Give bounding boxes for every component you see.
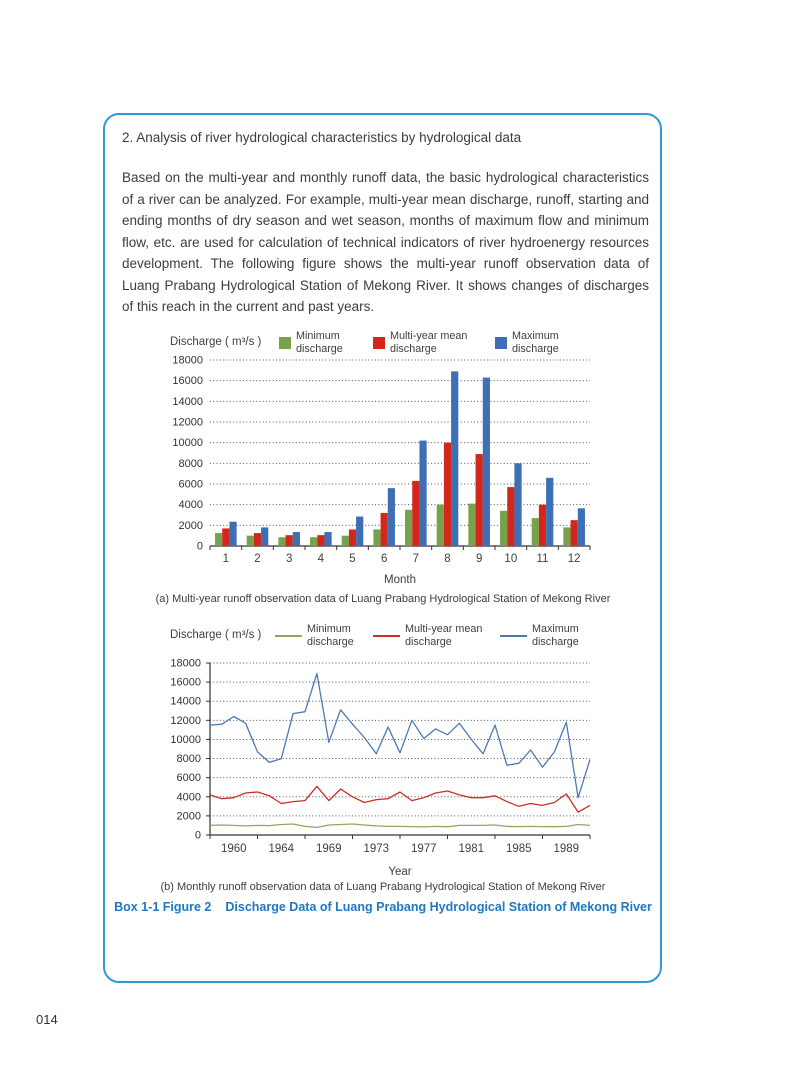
svg-text:1981: 1981: [458, 843, 485, 855]
figure-caption-title: Discharge Data of Luang Prabang Hydrological Station of Mekong River: [225, 900, 652, 914]
bar: [373, 529, 380, 546]
svg-text:10000: 10000: [172, 437, 203, 450]
bar: [578, 508, 585, 546]
svg-text:1964: 1964: [268, 843, 295, 855]
svg-text:4: 4: [317, 553, 325, 565]
svg-text:3: 3: [285, 553, 293, 565]
discharge-unit-label-b: Discharge ( m³/s ): [170, 629, 262, 641]
svg-text:4000: 4000: [178, 499, 203, 512]
bar: [476, 454, 483, 546]
svg-text:10000: 10000: [170, 733, 201, 746]
svg-text:0: 0: [194, 829, 201, 842]
svg-text:8000: 8000: [178, 457, 203, 470]
line-gridlines: [210, 663, 590, 816]
bar: [261, 527, 268, 546]
bar: [412, 481, 419, 546]
svg-text:Year: Year: [388, 866, 412, 878]
legend-label-maximum: Maximum discharge: [512, 330, 559, 355]
svg-text:1973: 1973: [363, 843, 390, 855]
bar: [451, 371, 458, 546]
svg-text:1: 1: [222, 553, 230, 565]
svg-text:14000: 14000: [172, 395, 203, 408]
svg-text:8000: 8000: [176, 753, 201, 766]
svg-text:12: 12: [567, 553, 581, 565]
series-line-minimum-discharge: [210, 824, 590, 827]
svg-text:1969: 1969: [315, 843, 342, 855]
svg-text:6: 6: [380, 553, 388, 565]
series-line-maximum-discharge: [210, 674, 590, 798]
legend-label-minimum-line: Minimum discharge: [307, 623, 354, 648]
bar: [222, 528, 229, 546]
svg-text:1977: 1977: [410, 843, 437, 855]
bar: [342, 536, 349, 546]
bar: [563, 527, 570, 546]
svg-text:Month: Month: [384, 574, 416, 586]
bar: [405, 510, 412, 546]
svg-text:2000: 2000: [176, 810, 201, 823]
svg-text:6000: 6000: [176, 772, 201, 785]
bar: [293, 532, 300, 546]
svg-text:16000: 16000: [172, 375, 203, 388]
bar: [254, 533, 261, 546]
svg-text:10: 10: [504, 553, 518, 565]
line-chart-legend: [160, 623, 612, 649]
bar: [229, 522, 236, 546]
legend-label-mean: Multi-year mean discharge: [390, 330, 468, 355]
figure-caption-prefix: Box 1-1 Figure 2: [114, 900, 212, 914]
bar: [278, 537, 285, 546]
svg-text:4000: 4000: [176, 791, 201, 804]
bar-chart-block: [160, 330, 612, 586]
bar: [247, 536, 254, 546]
bar: [349, 529, 356, 546]
bar-gridlines: [210, 360, 590, 525]
svg-text:6000: 6000: [178, 478, 203, 491]
legend-item-maximum-line: [500, 623, 579, 648]
svg-text:9: 9: [475, 553, 483, 565]
legend-label-mean-line: Multi-year mean discharge: [405, 623, 483, 648]
series-line-multi-year-mean-discharge: [210, 786, 590, 812]
legend-label-minimum: Minimum discharge: [296, 330, 343, 355]
bar: [356, 517, 363, 546]
minimum-discharge-swatch-icon: [279, 337, 291, 349]
legend-label-maximum-line: Maximum discharge: [532, 623, 579, 648]
bar: [444, 443, 451, 546]
discharge-unit-label: Discharge ( m³/s ): [170, 336, 262, 348]
bar: [419, 441, 426, 546]
svg-text:7: 7: [412, 553, 420, 565]
svg-text:1960: 1960: [220, 843, 247, 855]
bar-chart-svg: [160, 352, 612, 588]
bar: [514, 463, 521, 546]
bar: [388, 488, 395, 546]
bar: [286, 535, 293, 546]
bar: [500, 511, 507, 546]
bar: [324, 532, 331, 546]
section-heading: 2. Analysis of river hydrological characteristics by hydrological data: [122, 130, 522, 145]
mean-discharge-swatch-icon: [373, 337, 385, 349]
page-number: 014: [36, 1012, 58, 1027]
legend-item-mean-line: [373, 623, 482, 648]
maximum-discharge-swatch-icon: [495, 337, 507, 349]
bar: [437, 505, 444, 546]
bar: [310, 537, 317, 546]
svg-text:12000: 12000: [172, 416, 203, 429]
line-chart-block: [160, 623, 612, 878]
caption-b: (b) Monthly runoff observation data of Luang Prabang Hydrological Station of Mekong River: [160, 881, 606, 893]
body-paragraph: Based on the multi-year and monthly runoff data, the basic hydrological characteristics of a river can be analyzed. For example, multi-year mean discharge, runoff, starting and ending months of dry season and wet season, months of maximum flow and minimum flow, etc. are used for calculation of technical indicators of river hydroenergy resources development. The following figure shows the multi-year runoff observation data of Luang Prabang Hydrological Station of Mekong River. It shows changes of discharges of this reach in the current and past years.: [122, 170, 649, 314]
svg-text:5: 5: [349, 553, 356, 565]
bar: [571, 520, 578, 546]
bar: [215, 533, 222, 546]
svg-text:1985: 1985: [505, 843, 532, 855]
svg-text:12000: 12000: [170, 714, 201, 727]
caption-a: (a) Multi-year runoff observation data of Luang Prabang Hydrological Station of Mekong River: [155, 593, 611, 605]
bar: [546, 478, 553, 546]
bars-multi-year-mean-discharge: [222, 443, 578, 546]
bar: [539, 505, 546, 546]
figure-caption: [108, 900, 658, 914]
svg-text:11: 11: [536, 553, 549, 565]
bar: [381, 513, 388, 546]
svg-text:14000: 14000: [170, 695, 201, 708]
svg-text:18000: 18000: [172, 354, 203, 367]
svg-text:1989: 1989: [553, 843, 580, 855]
maximum-discharge-line-icon: [500, 635, 527, 637]
svg-text:18000: 18000: [170, 657, 201, 670]
bar: [468, 504, 475, 546]
bar: [483, 378, 490, 546]
legend-item-minimum-line: [275, 623, 354, 648]
minimum-discharge-line-icon: [275, 635, 302, 637]
mean-discharge-line-icon: [373, 635, 400, 637]
bar: [317, 535, 324, 546]
svg-text:0: 0: [196, 540, 203, 553]
svg-text:16000: 16000: [170, 676, 201, 689]
svg-text:2: 2: [254, 553, 261, 565]
svg-text:2000: 2000: [178, 519, 203, 532]
bar: [507, 487, 514, 546]
line-chart-svg: [160, 647, 612, 887]
svg-text:8: 8: [444, 553, 451, 565]
bar: [532, 518, 539, 546]
